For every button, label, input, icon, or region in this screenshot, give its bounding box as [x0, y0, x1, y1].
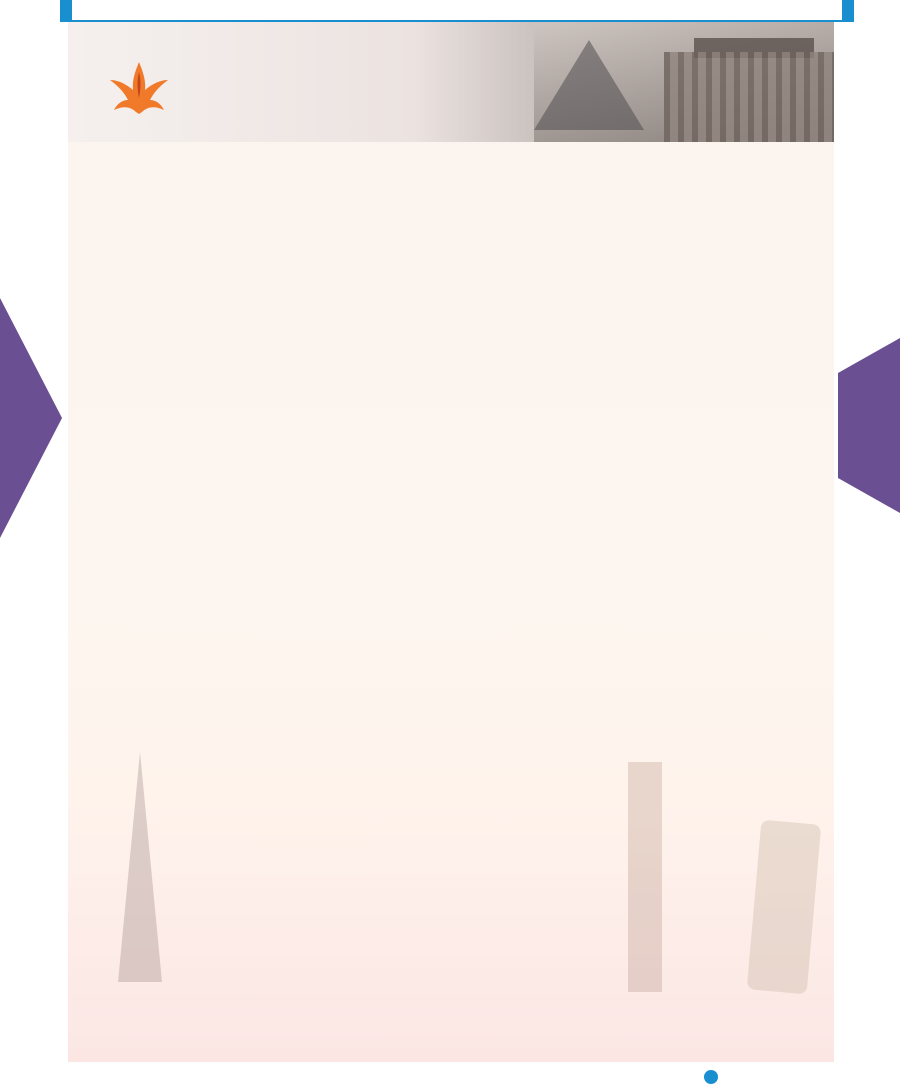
eiffel-tower-graphic	[118, 752, 162, 982]
header-banner	[68, 22, 834, 142]
louvre-building-graphic	[664, 52, 834, 142]
landmarks-background	[68, 732, 834, 1012]
footer-badge-icon	[704, 1070, 718, 1084]
pisa-tower-graphic	[747, 820, 822, 995]
phoenix-logo-icon	[108, 58, 170, 116]
louvre-pyramid-graphic	[534, 40, 644, 130]
footer	[0, 1068, 900, 1089]
ad-label-right	[842, 0, 854, 20]
big-ben-graphic	[628, 762, 662, 992]
side-decoration-right	[838, 338, 900, 513]
poster	[68, 22, 834, 1062]
ad-label-left	[60, 0, 72, 20]
side-decoration-left	[0, 298, 62, 538]
